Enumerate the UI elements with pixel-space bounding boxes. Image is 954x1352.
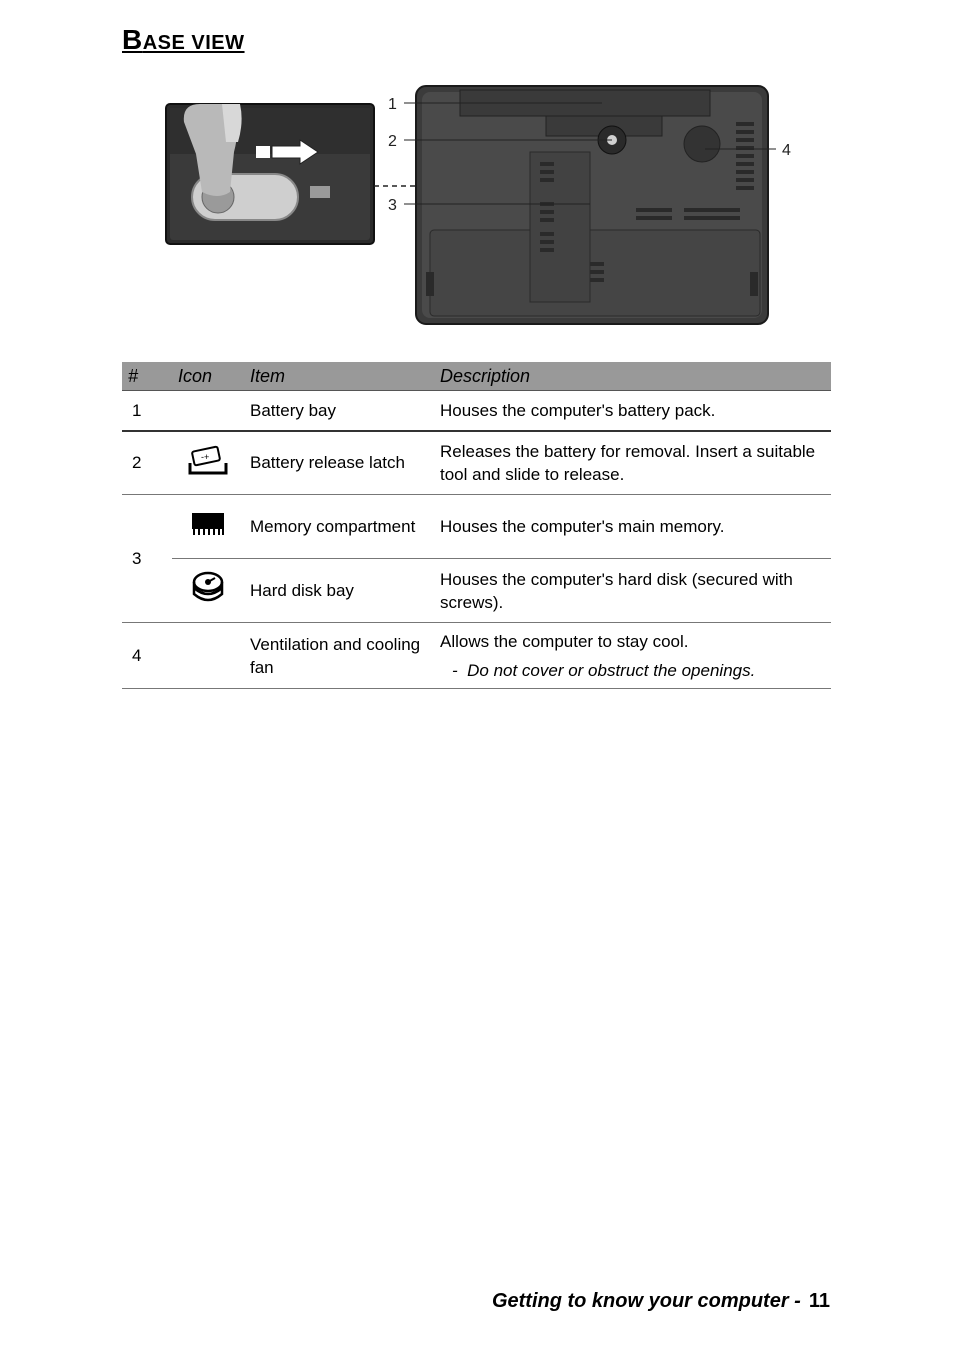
row-description: Houses the computer's battery pack.	[434, 391, 831, 431]
header-item: Item	[244, 362, 434, 391]
callout-2: 2	[388, 133, 397, 150]
row-item: Hard disk bay	[244, 559, 434, 623]
header-description: Description	[434, 362, 831, 391]
warning-note: - Do not cover or obstruct the openings.	[452, 660, 756, 680]
page-footer	[492, 1290, 830, 1313]
warning-note-text: Do not cover or obstruct the openings.	[467, 660, 756, 680]
row-icon	[172, 495, 244, 559]
memory-icon	[190, 511, 226, 537]
laptop-base-figure	[160, 82, 800, 332]
row-num: 2	[122, 431, 172, 495]
row-description: Houses the computer's hard disk (secured with screws).	[434, 559, 831, 623]
row-item: Battery release latch	[244, 431, 434, 495]
page-title	[122, 24, 245, 56]
table-row	[122, 559, 831, 623]
components-table	[122, 362, 831, 689]
row-description: Allows the computer to stay cool.	[440, 631, 689, 651]
row-description-cell	[434, 623, 831, 689]
hard-disk-icon	[191, 570, 225, 606]
row-icon	[172, 431, 244, 495]
table-row	[122, 495, 831, 559]
row-icon	[172, 391, 244, 431]
row-num: 4	[122, 623, 172, 689]
row-description: Releases the battery for removal. Insert a suitable tool and slide to release.	[434, 431, 831, 495]
header-num: #	[122, 362, 172, 391]
callout-3: 3	[388, 197, 397, 214]
row-icon	[172, 559, 244, 623]
row-description: Houses the computer's main memory.	[434, 495, 831, 559]
row-num: 1	[122, 391, 172, 431]
title-initial: B	[122, 24, 143, 55]
table-row	[122, 431, 831, 495]
table-row	[122, 623, 831, 689]
row-num: 3	[122, 495, 172, 623]
row-item: Memory compartment	[244, 495, 434, 559]
row-item: Ventilation and cooling fan	[244, 623, 434, 689]
page-number: 11	[808, 1290, 830, 1312]
title-rest: ASE VIEW	[142, 32, 245, 54]
latch-inset	[166, 104, 374, 244]
laptop-bottom	[416, 86, 768, 324]
table-row	[122, 391, 831, 431]
svg-text:-+: -+	[201, 451, 210, 462]
callout-4: 4	[782, 142, 791, 159]
battery-release-icon	[188, 443, 228, 477]
callout-1: 1	[388, 96, 397, 113]
row-item: Battery bay	[244, 391, 434, 431]
table-header	[122, 362, 831, 391]
footer-text: Getting to know your computer -	[491, 1290, 801, 1312]
header-icon: Icon	[172, 362, 244, 391]
row-icon	[172, 623, 244, 689]
